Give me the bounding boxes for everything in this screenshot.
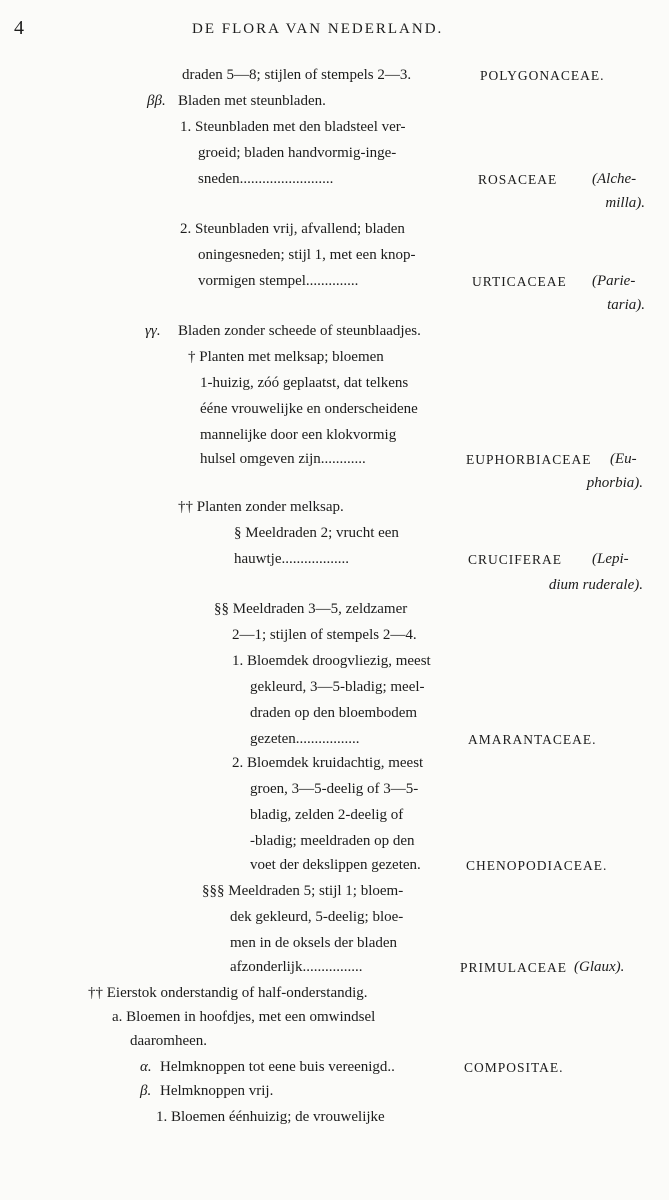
- genus-name: (Lepi-: [592, 551, 629, 567]
- text-line: † Planten met melksap; bloemen: [188, 349, 384, 365]
- text-line: §§ Meeldraden 3—5, zeldzamer: [214, 601, 408, 617]
- text-line: hulsel omgeven zijn............: [200, 451, 366, 467]
- text-line: 2—1; stijlen of stempels 2—4.: [232, 627, 417, 643]
- text-line: §§§ Meeldraden 5; stijl 1; bloem-: [202, 883, 404, 899]
- genus-name: taria).: [607, 297, 645, 313]
- family-name: POLYGONACEAE.: [480, 68, 605, 83]
- key-marker: γγ.: [145, 323, 161, 339]
- text-line: Bladen zonder scheede of steunblaadjes.: [178, 323, 421, 339]
- genus-name: (Eu-: [610, 451, 637, 467]
- text-line: Helmknoppen vrij.: [160, 1083, 274, 1099]
- text-line: hauwtje..................: [234, 551, 349, 567]
- text-line: ééne vrouwelijke en onderscheidene: [200, 401, 418, 417]
- genus-name: (Alche-: [592, 171, 637, 187]
- text-line: 1. Bloemen éénhuizig; de vrouwelijke: [156, 1109, 385, 1125]
- genus-name: milla).: [605, 195, 645, 211]
- family-name: COMPOSITAE.: [464, 1060, 564, 1075]
- family-name: PRIMULACEAE: [460, 960, 568, 975]
- text-line: vormigen stempel..............: [198, 273, 359, 289]
- text-line: groeid; bladen handvormig-inge-: [198, 145, 397, 161]
- text-line: draden 5—8; stijlen of stempels 2—3.: [182, 67, 412, 83]
- family-name: CRUCIFERAE: [468, 552, 563, 567]
- genus-name: (Glaux).: [574, 959, 625, 975]
- text-line: gekleurd, 3—5-bladig; meel-: [250, 679, 425, 695]
- text-line: gezeten.................: [250, 731, 360, 747]
- text-line: men in de oksels der bladen: [230, 935, 398, 951]
- page-number: 4: [14, 17, 24, 39]
- genus-name: (Parie-: [592, 273, 636, 289]
- text-line: bladig, zelden 2-deelig of: [250, 807, 404, 823]
- text-line: mannelijke door een klokvormig: [200, 427, 397, 443]
- text-line: daaromheen.: [130, 1033, 208, 1049]
- family-name: ROSACEAE: [478, 172, 558, 187]
- text-line: a. Bloemen in hoofdjes, met een omwindsel: [112, 1009, 376, 1025]
- family-name: EUPHORBIACEAE: [466, 452, 592, 467]
- text-line: draden op den bloembodem: [250, 705, 418, 721]
- text-line: oningesneden; stijl 1, met een knop-: [198, 247, 416, 263]
- family-name: URTICACEAE: [472, 274, 567, 289]
- text-line: 1. Bloemdek droogvliezig, meest: [232, 653, 431, 669]
- text-line: -bladig; meeldraden op den: [250, 833, 415, 849]
- text-line: 1. Steunbladen met den bladsteel ver-: [180, 119, 406, 135]
- family-name: CHENOPODIACEAE.: [466, 858, 608, 873]
- text-line: sneden.........................: [198, 171, 334, 187]
- text-line: dek gekleurd, 5-deelig; bloe-: [230, 909, 404, 925]
- text-line: voet der dekslippen gezeten.: [250, 857, 421, 873]
- key-marker: ββ.: [147, 93, 166, 109]
- key-marker: α.: [140, 1059, 152, 1075]
- text-line: 2. Steunbladen vrij, afvallend; bladen: [180, 221, 405, 237]
- family-name: AMARANTACEAE.: [468, 732, 597, 747]
- genus-name: dium ruderale).: [548, 577, 643, 593]
- text-line: afzonderlijk................: [230, 959, 363, 975]
- text-line: groen, 3—5-deelig of 3—5-: [250, 781, 419, 797]
- text-line: †† Planten zonder melksap.: [178, 499, 344, 515]
- running-header: DE FLORA VAN NEDERLAND.: [192, 21, 444, 37]
- genus-name: phorbia).: [586, 475, 643, 491]
- text-line: Bladen met steunbladen.: [178, 93, 326, 109]
- text-line: †† Eierstok onderstandig of half-onderstandig.: [88, 985, 368, 1001]
- key-marker: β.: [140, 1083, 152, 1099]
- text-line: 1-huizig, zóó geplaatst, dat telkens: [200, 375, 409, 391]
- text-line: 2. Bloemdek kruidachtig, meest: [232, 755, 424, 771]
- text-line: § Meeldraden 2; vrucht een: [234, 525, 399, 541]
- text-line: Helmknoppen tot eene buis vereenigd..: [160, 1059, 395, 1075]
